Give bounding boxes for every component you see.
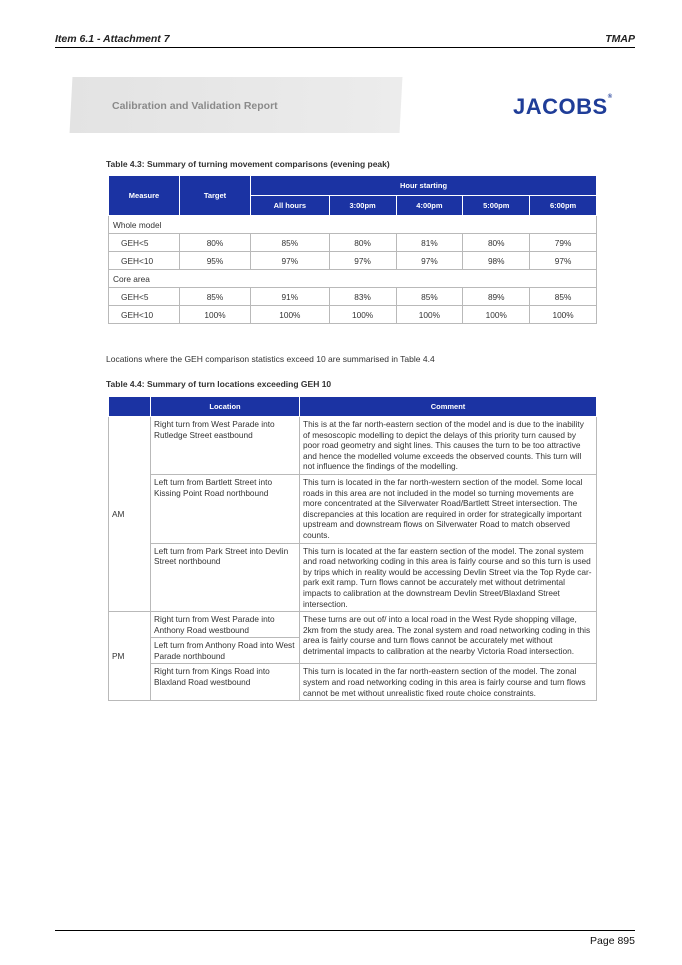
cell-location: Left turn from Park Street into Devlin Street northbound [151, 543, 300, 612]
table-row [109, 306, 597, 324]
table-row [109, 252, 597, 270]
cell-location: Right turn from Kings Road into Blaxland Road westbound [151, 664, 300, 701]
table-row [109, 543, 597, 612]
cell-target: 80% [180, 234, 251, 252]
table-row [109, 288, 597, 306]
header-right: TMAP [605, 33, 635, 45]
cell-value: 91% [251, 288, 330, 306]
footer-divider [55, 930, 635, 931]
cell-value: 100% [396, 306, 463, 324]
col-4pm: 4:00pm [396, 196, 463, 216]
cell-value: 80% [463, 234, 530, 252]
cell-location: Left turn from Bartlett Street into Kissing Point Road northbound [151, 474, 300, 543]
report-title: Calibration and Validation Report [112, 100, 278, 112]
col-measure: Measure [109, 176, 180, 216]
cell-target: 85% [180, 288, 251, 306]
col-5pm: 5:00pm [463, 196, 530, 216]
col-target: Target [180, 176, 251, 216]
col-period [109, 397, 151, 417]
col-6pm: 6:00pm [530, 196, 597, 216]
cell-comment: This is at the far north-eastern section of the model and is due to the inability of mesoscopic modelling to depict the delays of this priority turn caused by poor road geometry and sight lines. This causes the turn to be too attractive and hence the modelled volume exceeds the observed counts. This turn will not influence the findings of the modelling. [300, 417, 597, 475]
turn-locations-table [108, 396, 597, 701]
cell-target: 100% [180, 306, 251, 324]
turning-movement-table [108, 175, 597, 324]
cell-location: Right turn from West Parade into Rutledge Street eastbound [151, 417, 300, 475]
cell-value: 100% [463, 306, 530, 324]
cell-location: Left turn from Anthony Road into West Parade northbound [151, 638, 300, 664]
cell-measure: GEH<10 [109, 252, 180, 270]
cell-value: 97% [396, 252, 463, 270]
cell-value: 97% [329, 252, 396, 270]
logo-text: JACOBS [513, 94, 608, 119]
cell-comment: This turn is located in the far north-western section of the model. Some local roads in this area are not included in the model so turning movements are more concentrated at the Silverwater Road/Bartlett Street intersection. The discrepancies at this location are required in order for strategically important upstream and downstream flows on Silverwater Road to match observed counts. [300, 474, 597, 543]
cell-value: 97% [530, 252, 597, 270]
table-row [109, 417, 597, 475]
cell-value: 80% [329, 234, 396, 252]
col-location: Location [151, 397, 300, 417]
cell-measure: GEH<5 [109, 234, 180, 252]
cell-value: 83% [329, 288, 396, 306]
cell-measure: GEH<5 [109, 288, 180, 306]
period-pm: PM [109, 612, 151, 701]
cell-value: 85% [530, 288, 597, 306]
cell-comment: This turn is located at the far eastern section of the model. The zonal system and road networking coding in this area is fairly course and so this turn is used by trips which in reality would be accessing Devlin Street via the Top Ryde car-park exit ramp. Turn flows cannot be accurately met without detrimental impacts to calibration at the downstream Devlin Street/Blaxland Street intersection. [300, 543, 597, 612]
table1-caption: Table 4.3: Summary of turning movement comparisons (evening peak) [106, 159, 390, 169]
cell-value: 100% [530, 306, 597, 324]
table-row [109, 474, 597, 543]
logo-mark: ® [607, 94, 613, 100]
cell-value: 89% [463, 288, 530, 306]
table2-caption: Table 4.4: Summary of turn locations exceeding GEH 10 [106, 379, 332, 389]
table-row [109, 612, 597, 638]
cell-value: 100% [329, 306, 396, 324]
col-comment: Comment [300, 397, 597, 417]
cell-value: 79% [530, 234, 597, 252]
section-label: Core area [109, 270, 597, 288]
table-row [109, 664, 597, 701]
cell-value: 81% [396, 234, 463, 252]
cell-value: 85% [251, 234, 330, 252]
cell-comment: These turns are out of/ into a local road in the West Ryde shopping village, 2km from the study area. The zonal system and road networking coding in this area is fairly course and turn flows cannot be accurately met without detrimental impacts to calibration at the nearby Victoria Road intersection. [300, 612, 597, 664]
page-header [55, 32, 635, 48]
cell-value: 85% [396, 288, 463, 306]
cell-measure: GEH<10 [109, 306, 180, 324]
cell-value: 98% [463, 252, 530, 270]
col-3pm: 3:00pm [329, 196, 396, 216]
header-left: Item 6.1 - Attachment 7 [55, 33, 170, 45]
cell-target: 95% [180, 252, 251, 270]
cell-value: 97% [251, 252, 330, 270]
col-hour-starting: Hour starting [251, 176, 597, 196]
cell-comment: This turn is located in the far north-eastern section of the model. The zonal system and road networking coding in this area is fairly course and turn flows cannot be met without unrealistic fixed route choice constraints. [300, 664, 597, 701]
col-all-hours: All hours [251, 196, 330, 216]
summary-paragraph: Locations where the GEH comparison statistics exceed 10 are summarised in Table 4.4 [106, 354, 435, 364]
page-number: Page 895 [590, 935, 635, 947]
table-row [109, 234, 597, 252]
cell-location: Right turn from West Parade into Anthony Road westbound [151, 612, 300, 638]
jacobs-logo [513, 94, 613, 120]
section-label: Whole model [109, 216, 597, 234]
cell-value: 100% [251, 306, 330, 324]
period-am: AM [109, 417, 151, 612]
